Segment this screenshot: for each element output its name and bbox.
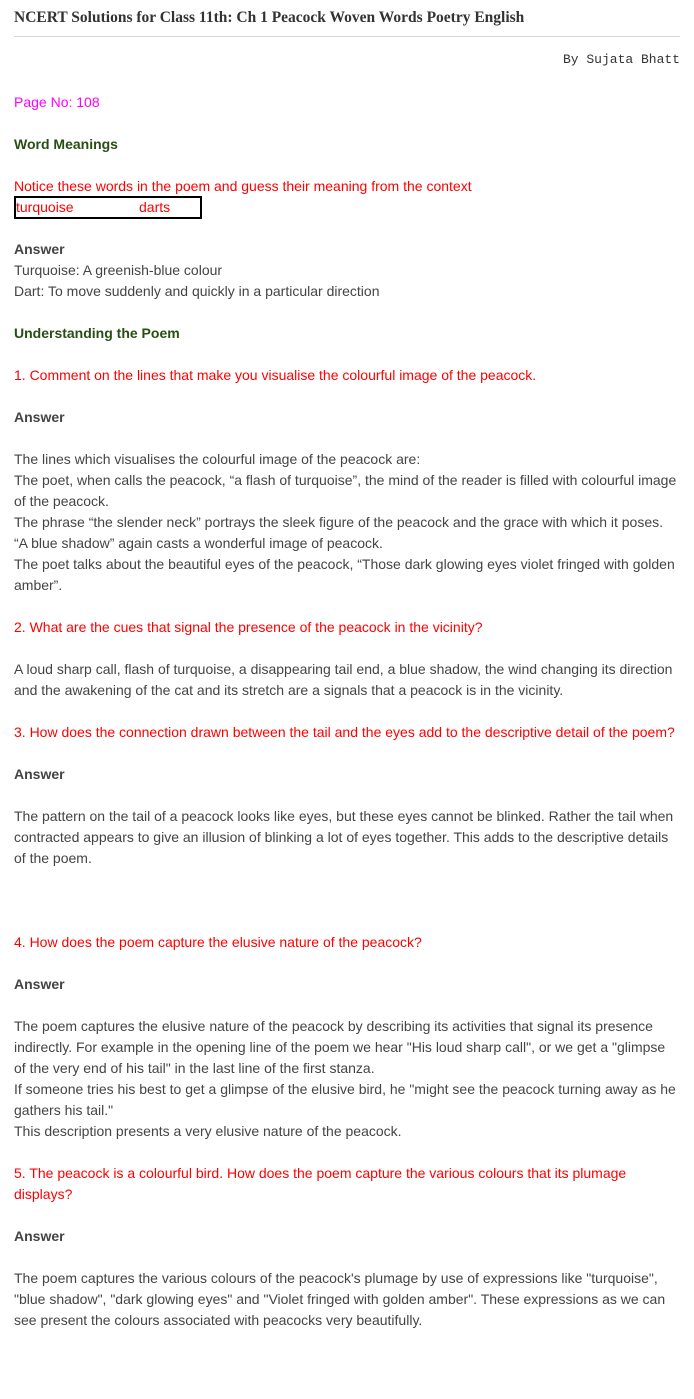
answer-line: The poet talks about the beautiful eyes of the peacock, “Those dark glowing eyes violet fringed with golden amber”. xyxy=(14,556,675,593)
article xyxy=(14,0,680,1331)
answer-line: “A blue shadow” again casts a wonderful image of peacock. xyxy=(14,535,383,551)
answer-line: This description presents a very elusive nature of the peacock. xyxy=(14,1123,402,1139)
answer-4 xyxy=(14,1016,680,1142)
section-heading-understanding: Understanding the Poem xyxy=(14,325,180,341)
question-2: 2. What are the cues that signal the presence of the peacock in the vicinity? xyxy=(14,619,483,635)
answer-line: The poet, when calls the peacock, “a flash of turquoise”, the mind of the reader is filled with colourful image of the peacock. xyxy=(14,472,677,509)
section-heading-word-meanings: Word Meanings xyxy=(14,136,118,152)
question-3: 3. How does the connection drawn between the tail and the eyes add to the descriptive detail of the poem? xyxy=(14,724,675,740)
answer-5: The poem captures the various colours of the peacock's plumage by use of expressions like "turquoise", "blue shadow", "dark glowing eyes" and "Violet fringed with golden amber". These expressions as we can see present the colours associated with peacocks very beautifully. xyxy=(14,1270,666,1328)
answer-line: The lines which visualises the colourful image of the peacock are: xyxy=(14,451,421,467)
page-number: Page No: 108 xyxy=(14,94,100,110)
answer-3: The pattern on the tail of a peacock looks like eyes, but these eyes cannot be blinked. Rather the tail when contracted appears to give an illusion of blinking a lot of eyes together. This adds to the descriptive details of the poem. xyxy=(14,808,674,866)
answer-line: Dart: To move suddenly and quickly in a particular direction xyxy=(14,283,380,299)
answer-label: Answer xyxy=(14,409,65,425)
answer-2: A loud sharp call, flash of turquoise, a disappearing tail end, a blue shadow, the wind changing its direction and the awakening of the cat and its stretch are a signals that a peacock is in the vicinity. xyxy=(14,661,673,698)
word-turquoise: turquoise xyxy=(16,199,74,215)
answer-1 xyxy=(14,449,680,596)
word-meanings-instruction: Notice these words in the poem and guess their meaning from the context xyxy=(14,178,472,194)
author-byline: By Sujata Bhatt xyxy=(562,52,680,67)
answer-line: The phrase “the slender neck” portrays the sleek figure of the peacock and the grace with which it poses. xyxy=(14,514,664,530)
answer-label: Answer xyxy=(14,1228,65,1244)
word-box xyxy=(14,196,202,219)
answer-line: The poem captures the elusive nature of the peacock by describing its activities that signal its presence indirectly. For example in the opening line of the poem we hear "His loud sharp call", or we get a "glimpse of the very end of his tail" in the last line of the first stanza. xyxy=(14,1018,666,1076)
answer-label: Answer xyxy=(14,766,65,782)
question-1: 1. Comment on the lines that make you visualise the colourful image of the peacock. xyxy=(14,367,537,383)
question-4: 4. How does the poem capture the elusive nature of the peacock? xyxy=(14,934,422,950)
answer-label: Answer xyxy=(14,976,65,992)
question-5: 5. The peacock is a colourful bird. How does the poem capture the various colours that its plumage displays? xyxy=(14,1165,627,1202)
answer-label: Answer xyxy=(14,241,65,257)
page-title: NCERT Solutions for Class 11th: Ch 1 Peacock Woven Words Poetry English xyxy=(14,0,680,37)
word-darts: darts xyxy=(139,199,171,215)
answer-line: Turquoise: A greenish-blue colour xyxy=(14,262,223,278)
answer-line: If someone tries his best to get a glimpse of the elusive bird, he "might see the peacock turning away as he gathers his tail." xyxy=(14,1081,676,1118)
